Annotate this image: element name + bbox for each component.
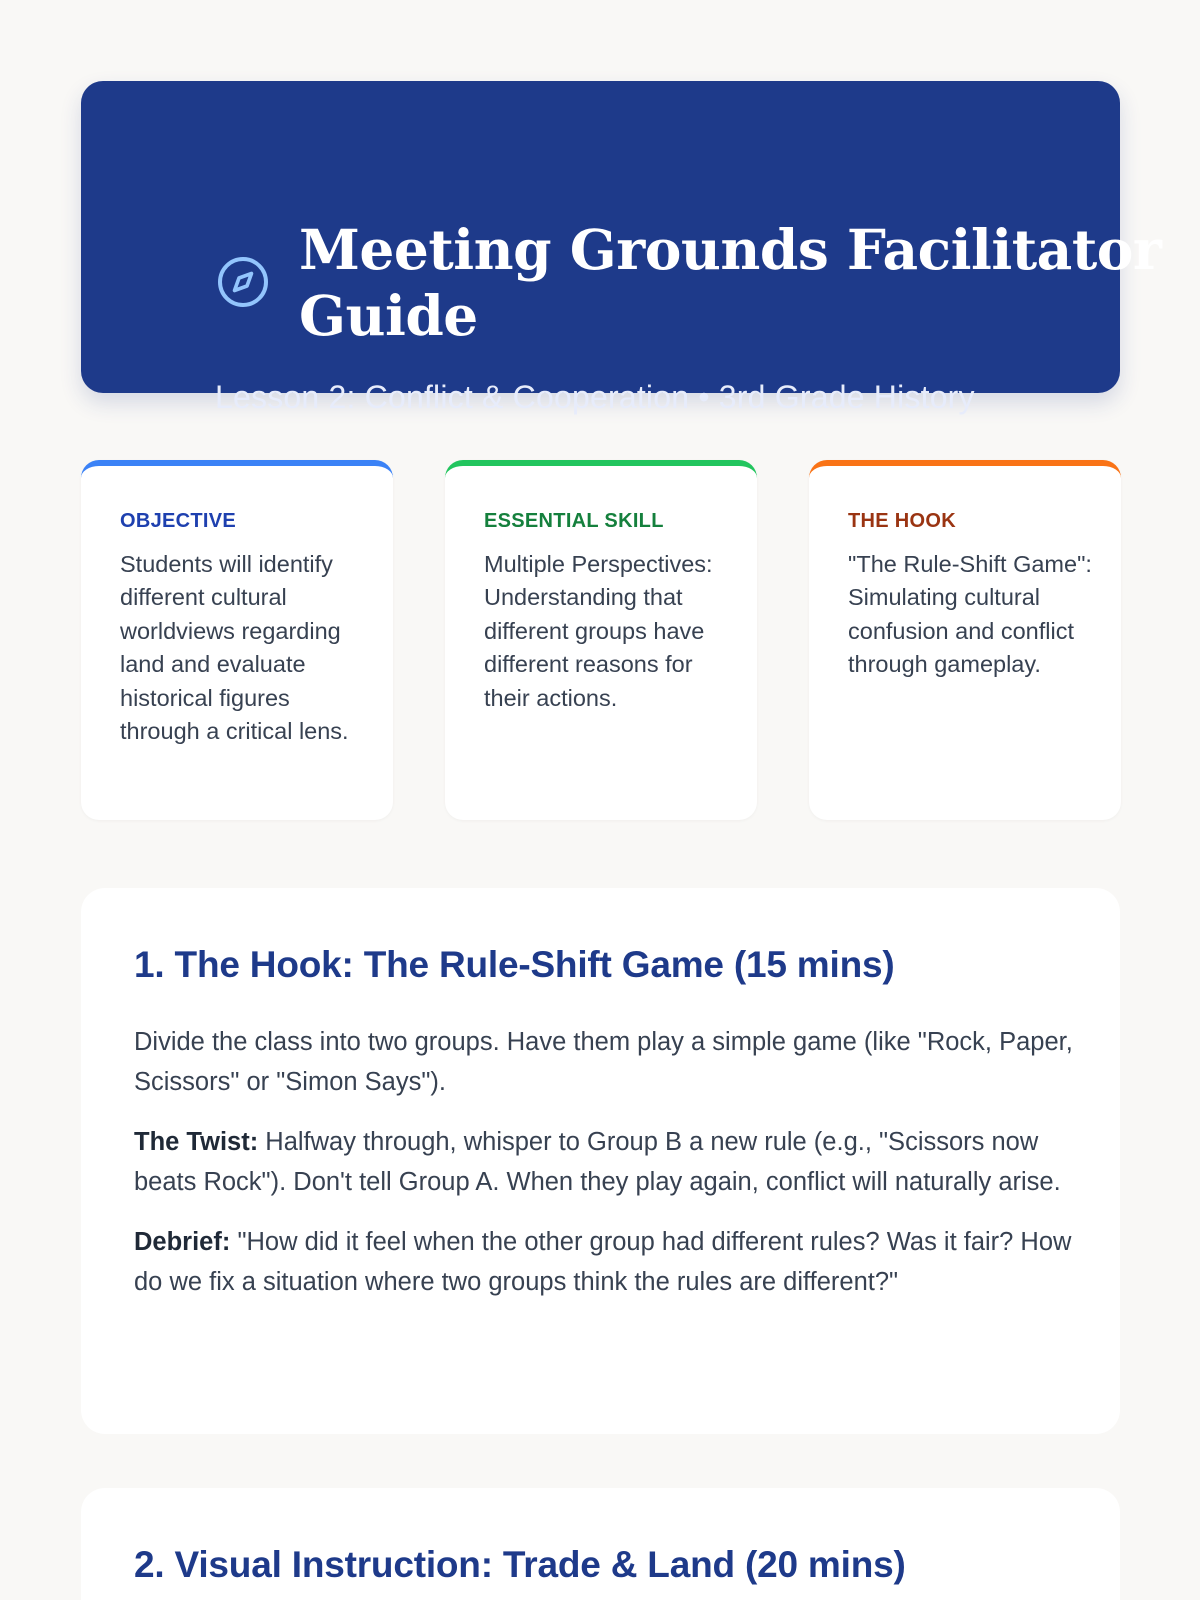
lesson-subtitle: Lesson 2: Conflict & Cooperation • 3rd Grade History [215, 379, 975, 415]
essential-skill-card [445, 460, 757, 820]
twist-paragraph [134, 1122, 1074, 1202]
hook-card [809, 460, 1121, 820]
debrief-text: "How did it feel when the other group had different rules? Was it fair? How do we fix a situation where two groups think the rules are different?" [134, 1228, 1072, 1296]
card-text: "The Rule-Shift Game": Simulating cultural confusion and conflict through gameplay. [848, 551, 1092, 678]
debrief-paragraph [134, 1222, 1074, 1302]
card-label: ESSENTIAL SKILL [484, 510, 664, 532]
section-hook [81, 888, 1120, 1434]
objective-card [81, 460, 393, 820]
compass-icon [216, 255, 270, 309]
card-label: THE HOOK [848, 510, 956, 532]
section-visual-instruction [81, 1488, 1120, 1600]
twist-text: Halfway through, whisper to Group B a new rule (e.g., "Scissors now beats Rock"). Don't tell Group A. When they play again, conflict will naturally arise. [134, 1128, 1061, 1196]
card-label: OBJECTIVE [120, 510, 237, 532]
section-body [134, 1022, 1074, 1322]
card-text: Students will identify different cultural worldviews regarding land and evaluate historical figures through a critical lens. [120, 551, 349, 745]
card-text: Multiple Perspectives: Understanding that different groups have different reasons for their actions. [484, 551, 713, 711]
section-intro: Divide the class into two groups. Have them play a simple game (like "Rock, Paper, Scissors" or "Simon Says"). [134, 1028, 1073, 1096]
guide-header [81, 81, 1162, 415]
twist-label: The Twist: [134, 1128, 259, 1156]
section-title: 2. Visual Instruction: Trade & Land (20 mins) [134, 1544, 906, 1585]
debrief-label: Debrief: [134, 1228, 231, 1256]
page-title: Meeting Grounds Facilitator Guide [299, 217, 1162, 348]
section-title: 1. The Hook: The Rule-Shift Game (15 mins) [134, 944, 895, 985]
